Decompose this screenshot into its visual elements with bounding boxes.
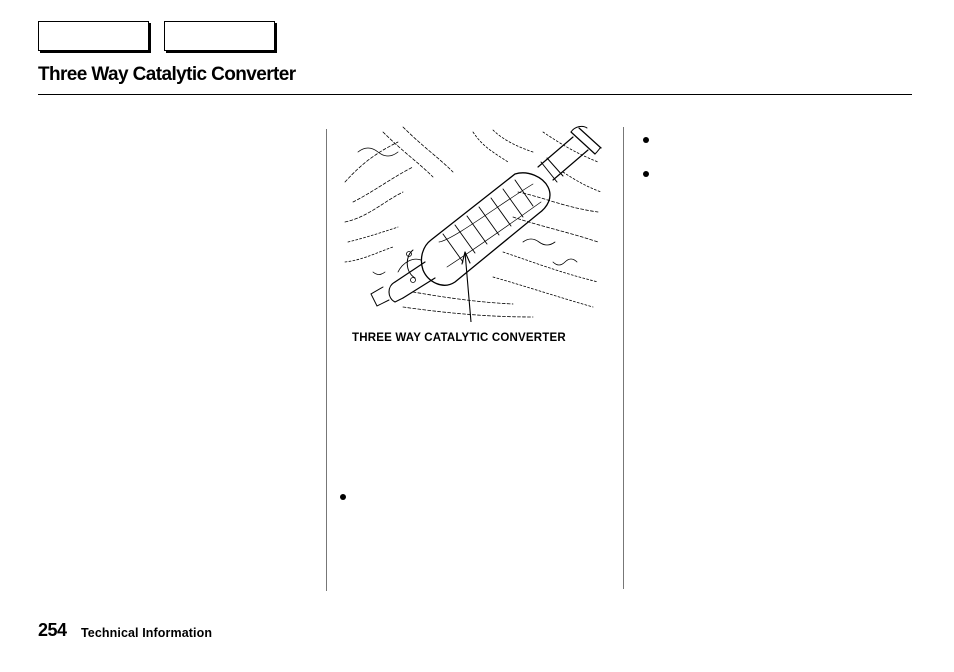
bullet-point [643, 171, 649, 177]
figure-caption: THREE WAY CATALYTIC CONVERTER [352, 332, 566, 344]
nav-button-1[interactable] [38, 21, 149, 51]
nav-button-2[interactable] [164, 21, 275, 51]
column-divider-right [623, 127, 624, 589]
bullet-point [643, 137, 649, 143]
catalytic-converter-illustration [343, 122, 605, 322]
column-divider-left [326, 129, 327, 591]
section-name: Technical Information [81, 626, 213, 640]
page-title: Three Way Catalytic Converter [38, 64, 296, 85]
page-number: 254 [38, 620, 67, 640]
title-divider [38, 94, 912, 95]
bullet-point [340, 494, 346, 500]
